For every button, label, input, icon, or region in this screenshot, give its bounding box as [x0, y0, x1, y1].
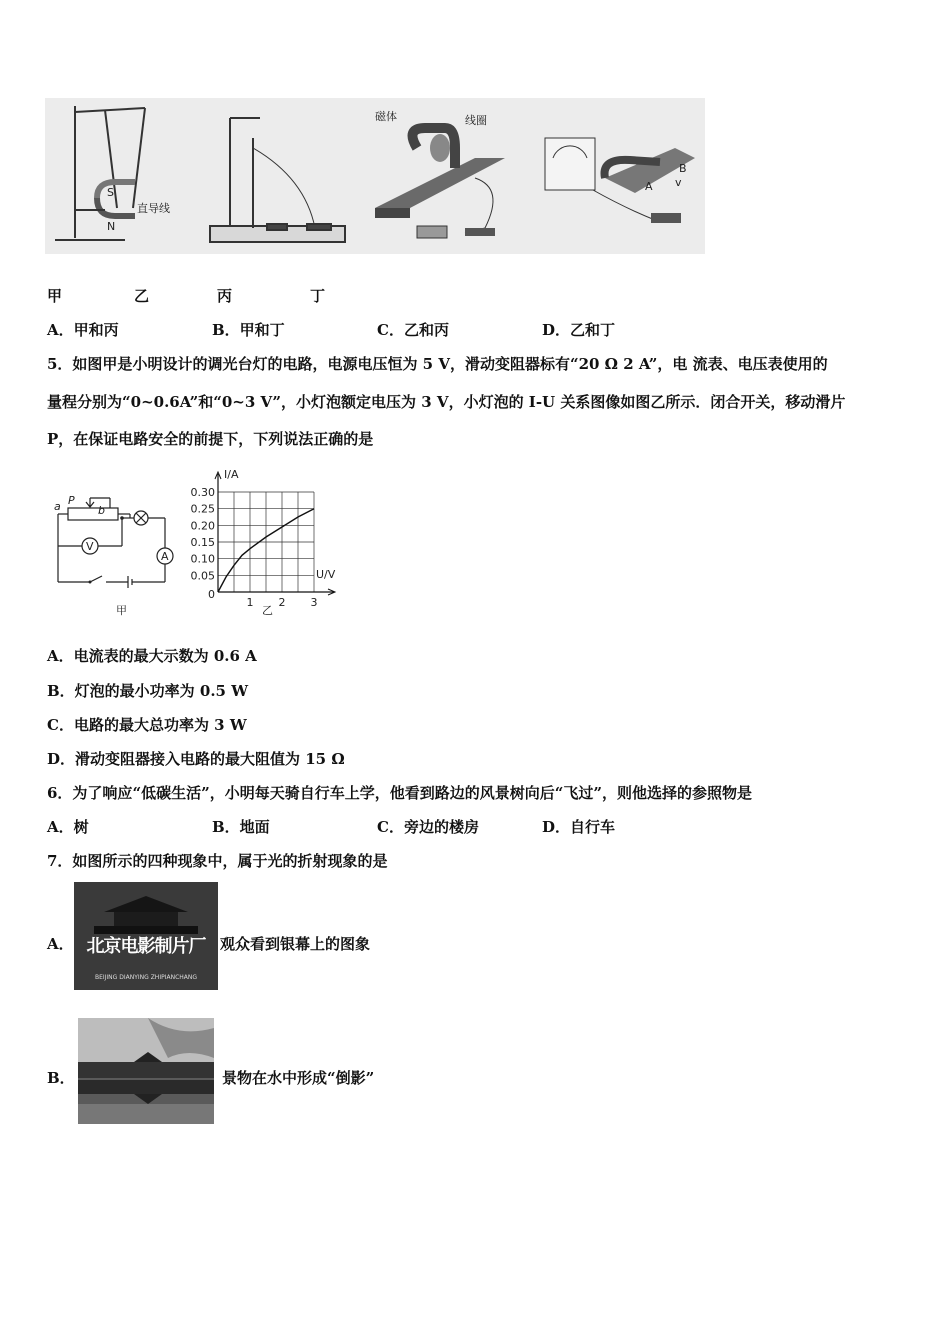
label-s: S: [107, 186, 114, 199]
fig-label-jia: 甲: [47, 287, 63, 305]
film-studio-title: 北京电影制片厂: [86, 936, 206, 957]
q6-option-b: B．地面: [212, 818, 270, 836]
chart-caption: 乙: [262, 604, 273, 617]
q6-option-c: C．旁边的楼房: [377, 818, 479, 836]
label-zhidaoxian: 直导线: [137, 202, 170, 215]
chart-origin: 0: [208, 588, 215, 601]
circuit-caption: 甲: [116, 604, 127, 617]
x-tick-label: 2: [278, 596, 286, 609]
q4-option-d: D．乙和丁: [542, 321, 616, 339]
q6-option-d: D．自行车: [542, 818, 616, 836]
figure-yi: [210, 118, 345, 242]
circuit-label-b: b: [98, 504, 105, 517]
iu-chart: [188, 466, 348, 620]
q7-option-b-label: B．: [47, 1069, 75, 1087]
y-tick-label: 0.05: [190, 569, 215, 583]
q4-option-c: C．乙和丙: [377, 321, 449, 339]
circuit-label-a: a: [54, 500, 61, 513]
circuit-label-p: P: [68, 494, 75, 507]
label-n: N: [107, 220, 116, 233]
q7-option-b-text: 景物在水中形成“倒影”: [222, 1069, 375, 1087]
q5-option-b: B．灯泡的最小功率为 0.5 W: [47, 682, 249, 700]
film-studio-subtitle: BEIJING DIANYING ZHIPIANCHANG: [94, 974, 198, 981]
q5-option-d: D．滑动变阻器接入电路的最大阻值为 15 Ω: [47, 750, 345, 768]
q6-option-a: A．树: [47, 818, 89, 836]
experiment-figures: [45, 98, 705, 254]
reflection-image: [78, 1018, 214, 1124]
label-a: A: [645, 180, 653, 193]
figure-ding: [545, 138, 695, 223]
label-v: v: [675, 176, 682, 189]
fig-label-yi: 乙: [134, 287, 150, 305]
y-tick-label: 0.30: [190, 486, 215, 499]
circuit-diagram: [50, 490, 190, 620]
chart-xlabel: U/V: [316, 568, 336, 581]
q5-option-a: A．电流表的最大示数为 0.6 A: [47, 647, 257, 665]
experiment-drawings: [45, 98, 705, 254]
q6-stem: 6．为了响应“低碳生活”，小明每天骑自行车上学，他看到路边的风景树向后“飞过”，则他选择的参照物是: [47, 784, 752, 802]
q7-option-a-text: 观众看到银幕上的图象: [220, 935, 371, 953]
label-xianquan: 线圈: [465, 114, 487, 127]
q5-stem-line3: P，在保证电路安全的前提下，下列说法正确的是: [47, 430, 374, 448]
q5-option-c: C．电路的最大总功率为 3 W: [47, 716, 247, 734]
q4-option-b: B．甲和丁: [212, 321, 285, 339]
q7-stem: 7．如图所示的四种现象中，属于光的折射现象的是: [47, 852, 388, 870]
fig-label-ding: 丁: [310, 287, 326, 305]
ammeter-label: A: [161, 550, 169, 563]
q7-option-a-label: A．: [47, 935, 74, 953]
q4-option-a: A．甲和丙: [47, 321, 119, 339]
fig-label-bing: 丙: [217, 287, 233, 305]
figure-bing: [375, 109, 505, 238]
y-tick-label: 0.15: [190, 536, 215, 549]
y-tick-label: 0.10: [190, 552, 215, 566]
figure-jia: [55, 106, 170, 240]
chart-grid: [218, 492, 314, 592]
chart-ylabel: I/A: [224, 468, 239, 481]
y-tick-label: 0.20: [190, 519, 215, 533]
x-tick-label: 3: [310, 596, 318, 609]
voltmeter-label: V: [86, 540, 94, 553]
q5-stem-line2: 量程分别为“0~0.6A”和“0~3 V”，小灯泡额定电压为 3 V，小灯泡的 I-U 关系图像如图乙所示．闭合开关，移动滑片: [47, 393, 846, 411]
film-studio-image: [74, 882, 218, 990]
label-b: B: [679, 162, 687, 175]
y-tick-label: 0.25: [190, 502, 215, 516]
reflection-drawing: [78, 1018, 214, 1124]
label-citi: 磁体: [375, 110, 397, 123]
q5-stem-line1: 5．如图甲是小明设计的调光台灯的电路，电源电压恒为 5 V，滑动变阻器标有“20 Ω 2 A”，电 流表、电压表使用的: [47, 355, 828, 373]
x-tick-label: 1: [246, 596, 254, 609]
